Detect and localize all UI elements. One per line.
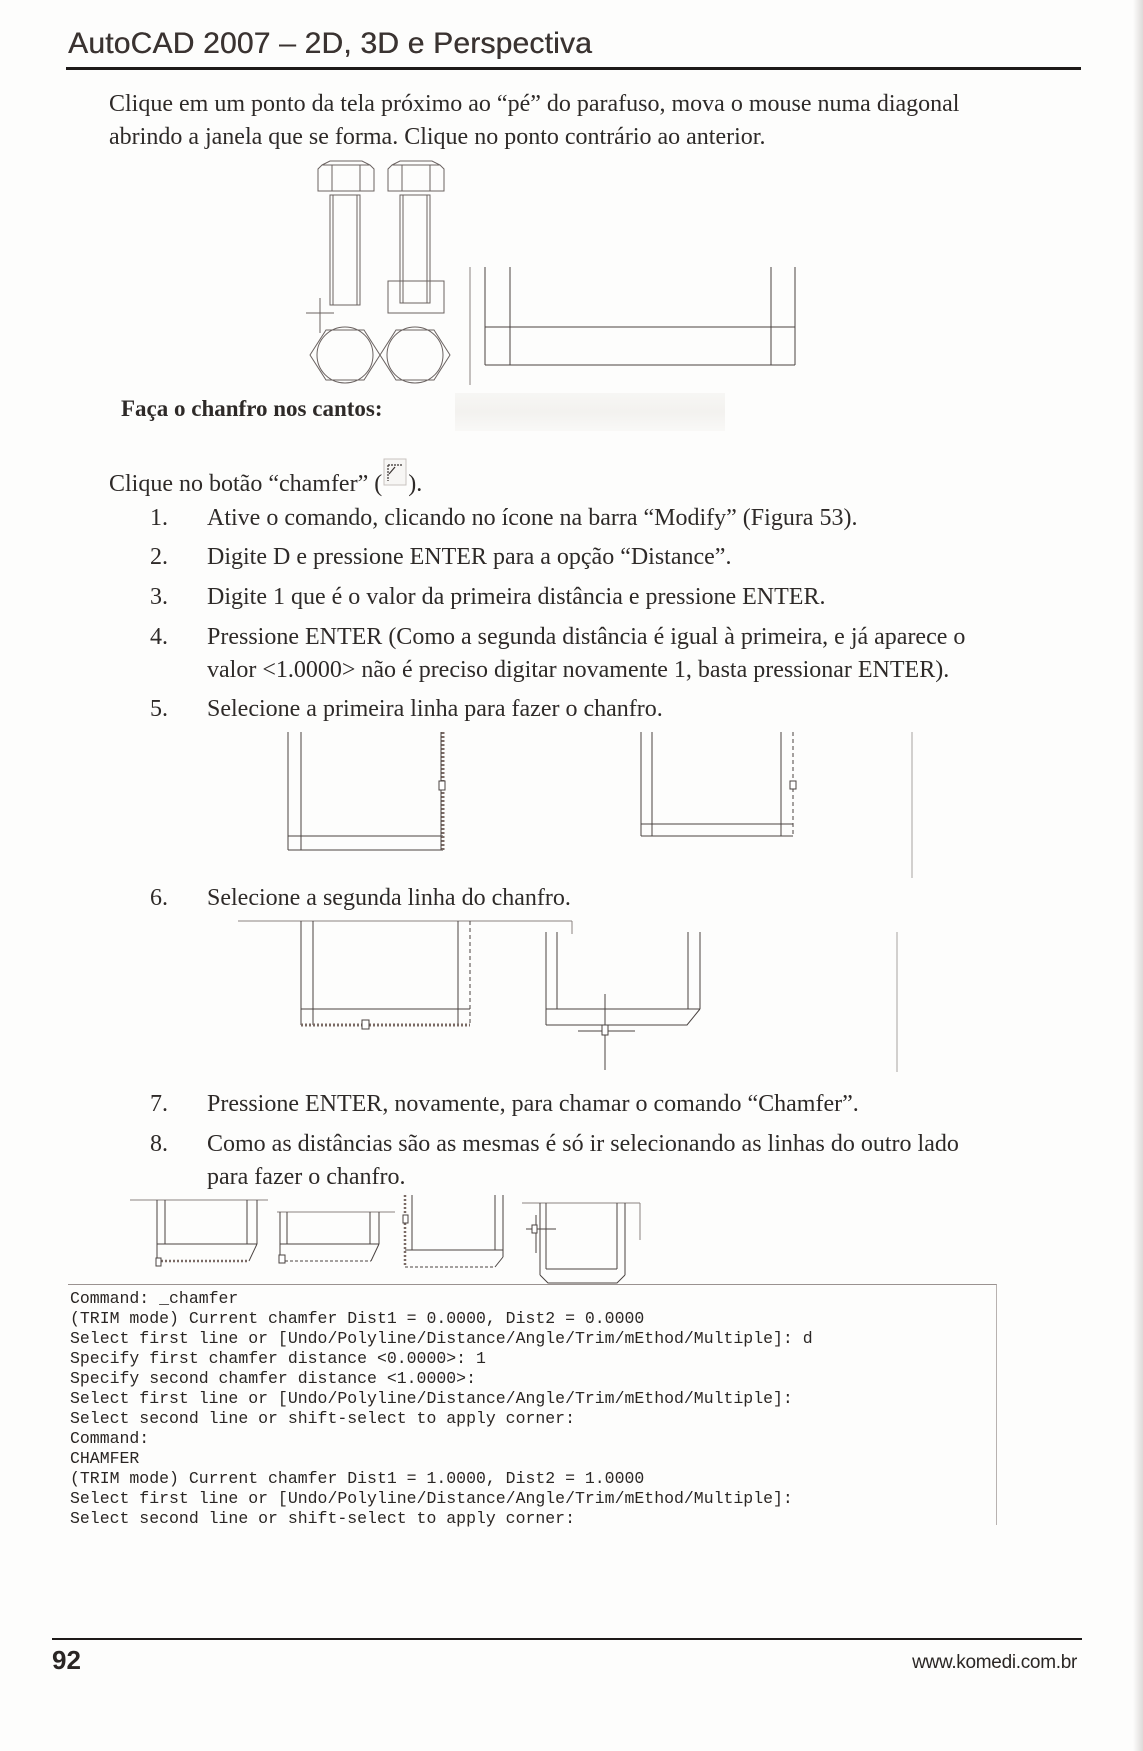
corner-panel-1 — [130, 1200, 268, 1266]
command-line-6: Select first line or [Undo/Polyline/Distance/Angle/Trim/mEthod/Multiple]: — [70, 1389, 793, 1408]
scan-shading — [455, 393, 725, 431]
scan-edge-shadow — [1133, 0, 1143, 1751]
nut-side — [388, 281, 444, 313]
running-header-title: AutoCAD 2007 – 2D, 3D e Perspectiva — [68, 27, 592, 60]
command-line-5: Specify second chamfer distance <1.0000>: — [70, 1369, 476, 1388]
command-line-9: CHAMFER — [70, 1449, 140, 1468]
command-line-2: (TRIM mode) Current chamfer Dist1 = 0.0000, Dist2 = 0.0000 — [70, 1309, 645, 1328]
bolt-1-head — [318, 161, 374, 191]
step-3-number: 3. — [150, 584, 168, 610]
command-line-10: (TRIM mode) Current chamfer Dist1 = 1.0000, Dist2 = 1.0000 — [70, 1469, 645, 1488]
command-line-11: Select first line or [Undo/Polyline/Distance/Angle/Trim/mEthod/Multiple]: — [70, 1489, 793, 1508]
step-4-text-line-1: Pressione ENTER (Como a segunda distância é igual à primeira, e já aparece o — [207, 624, 966, 650]
intro-line-2: abrindo a janela que se forma. Clique no ponto contrário ao anterior. — [109, 124, 766, 150]
bolt-2-head — [388, 161, 444, 191]
intro-line-1: Clique em um ponto da tela próximo ao “pé” do parafuso, mova o mouse numa diagonal — [109, 91, 960, 117]
corner-panel-4 — [522, 1203, 640, 1283]
chamfer-icon — [382, 465, 408, 495]
command-window[interactable] — [68, 1284, 997, 1528]
command-line-1: Command: _chamfer — [70, 1289, 239, 1308]
step-8-number: 8. — [150, 1131, 168, 1157]
corner-panel-3 — [403, 1195, 503, 1267]
command-line-8: Command: — [70, 1429, 150, 1448]
corner-panel-2 — [277, 1212, 395, 1263]
command-line-12: Select second line or shift-select to apply corner: — [70, 1509, 575, 1528]
bolt-2-shank — [400, 195, 430, 303]
hex-top-2 — [380, 327, 450, 383]
step-2-number: 2. — [150, 544, 168, 570]
figure-select-second-line — [230, 912, 920, 1082]
chamfer-button-line — [109, 465, 422, 498]
figure-other-corners — [130, 1195, 1020, 1285]
grip-marker — [362, 1020, 369, 1029]
page-number: 92 — [52, 1645, 81, 1675]
section-heading: Faça o chanfro nos cantos: — [121, 396, 383, 421]
step-8-text-line-1: Como as distâncias são as mesmas é só ir selecionando as linhas do outro lado — [207, 1131, 959, 1157]
chamfer-button-line-end: ). — [408, 471, 423, 497]
step-5-text: Selecione a primeira linha para fazer o chanfro. — [207, 696, 663, 722]
command-line-7: Select second line or shift-select to apply corner: — [70, 1409, 575, 1428]
bolt-1-shank — [330, 195, 360, 305]
pickbox — [790, 781, 796, 789]
step-4-number: 4. — [150, 624, 168, 650]
step-6-number: 6. — [150, 885, 168, 911]
figure-select-first-line — [270, 728, 930, 888]
footer-rule — [52, 1638, 1082, 1640]
step-2-text: Digite D e pressione ENTER para a opção “Distance”. — [207, 544, 732, 570]
step-7-number: 7. — [150, 1091, 168, 1117]
step-6-text: Selecione a segunda linha do chanfro. — [207, 885, 571, 911]
footer-url[interactable]: www.komedi.com.br — [912, 1652, 1077, 1673]
step-1-text: Ative o comando, clicando no ícone na barra “Modify” (Figura 53). — [207, 505, 858, 531]
grip-marker — [439, 781, 445, 790]
command-line-4: Specify first chamfer distance <0.0000>: 1 — [70, 1349, 486, 1368]
header-rule — [66, 67, 1081, 70]
u-frame — [485, 267, 795, 365]
step-1-number: 1. — [150, 505, 168, 531]
step-3-text: Digite 1 que é o valor da primeira distância e pressione ENTER. — [207, 584, 826, 610]
figure-bolts-window-selection — [300, 155, 840, 395]
step-8-text-line-2: para fazer o chanfro. — [207, 1164, 406, 1190]
pickbox — [602, 1025, 608, 1035]
step-4-text-line-2: valor <1.0000> não é preciso digitar novamente 1, basta pressionar ENTER). — [207, 657, 950, 683]
hex-top-1 — [310, 327, 380, 383]
chamfer-button-line-text: Clique no botão “chamfer” ( — [109, 471, 383, 497]
step-7-text: Pressione ENTER, novamente, para chamar o comando “Chamfer”. — [207, 1091, 859, 1117]
step-5-number: 5. — [150, 696, 168, 722]
command-line-3: Select first line or [Undo/Polyline/Distance/Angle/Trim/mEthod/Multiple]: d — [70, 1329, 813, 1348]
